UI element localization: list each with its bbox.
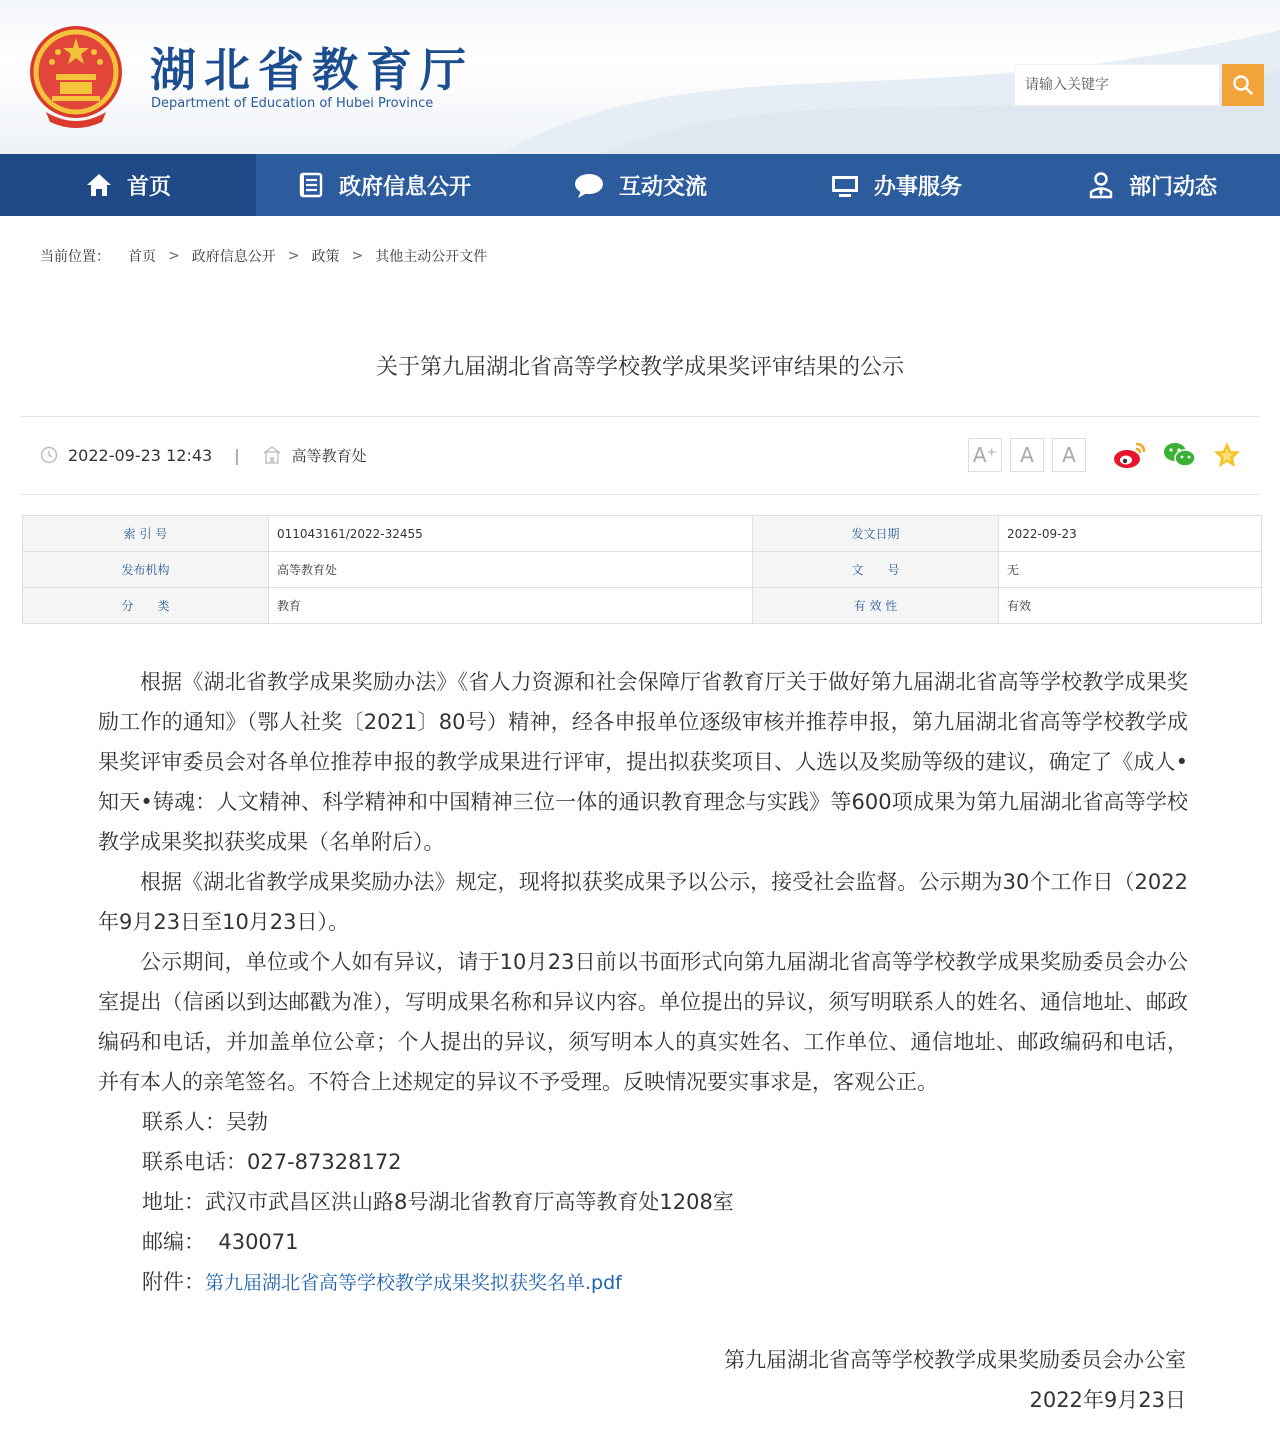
document-number-label: 文 号 xyxy=(753,552,999,588)
validity-label: 有 效 性 xyxy=(753,588,999,624)
issue-date-value: 2022-09-23 xyxy=(999,516,1262,552)
nav-label: 办事服务 xyxy=(873,174,962,200)
favorite-star-icon[interactable] xyxy=(1212,440,1242,470)
clock-icon xyxy=(40,446,58,464)
paragraph-2: 根据《湖北省教学成果奖励办法》规定，现将拟获奖成果予以公示，接受社会监督。公示期为30个工作日（2022年9月23日至10月23日）。 xyxy=(98,870,1188,934)
signature-date: 2022年9月23日 xyxy=(1029,1388,1186,1412)
paragraph-3: 公示期间，单位或个人如有异议，请于10月23日前以书面形式向第九届湖北省高等学校教学成果奖励委员会办公室提出（信函以到达邮戳为准），写明成果名称和异议内容。单位提出的异议，须写明联系人的姓名、通信地址、邮政编码和电话，并加盖单位公章；个人提出的异议，须写明本人的真实姓名、工作单位、通信地址、邮政编码和电话，并有本人的亲笔签名。不符合上述规定的异议不予受理。反映情况要实事求是，客观公正。 xyxy=(98,950,1188,1094)
contact-postcode: 邮编： 430071 xyxy=(142,1230,299,1254)
category-label: 分 类 xyxy=(23,588,269,624)
publisher-department: 高等教育处 xyxy=(291,446,367,465)
nav-item-gov-info[interactable] xyxy=(256,154,512,216)
breadcrumb-link-gov-info[interactable]: 政府信息公开 xyxy=(191,249,276,265)
search-button[interactable] xyxy=(1222,64,1264,106)
home-icon xyxy=(85,171,113,199)
category-value: 教育 xyxy=(269,588,753,624)
font-size-small-button[interactable]: A xyxy=(1052,438,1086,472)
attachment-line xyxy=(98,1262,1188,1303)
search-box xyxy=(1014,64,1220,106)
index-number-label: 索 引 号 xyxy=(23,516,269,552)
site-title[interactable]: 湖北省教育厅 xyxy=(150,43,474,97)
font-size-large-button[interactable]: A⁺ xyxy=(968,438,1002,472)
breadcrumb-prefix: 当前位置： xyxy=(40,249,110,265)
font-size-medium-button[interactable]: A xyxy=(1010,438,1044,472)
search-icon xyxy=(1232,74,1254,96)
site-subtitle: Department of Education of Hubei Province xyxy=(151,96,434,111)
nav-item-home[interactable] xyxy=(0,154,256,216)
paragraph-1: 根据《湖北省教学成果奖励办法》《省人力资源和社会保障厅省教育厅关于做好第九届湖北省高等学校教学成果奖励工作的通知》（鄂人社奖〔2021〕80号）精神，经各申报单位逐级审核并推荐申报，第九届湖北省高等学校教学成果奖评审委员会对各单位推荐申报的教学成果进行评审，提出拟获奖项目、人选以及奖励等级的建议，确定了《成人•知天•铸魂：人文精神、科学精神和中国精神三位一体的通识教育理念与实践》等600项成果为第九届湖北省高等学校教学成果奖拟获奖成果（名单附后）。 xyxy=(98,670,1188,854)
signature-block xyxy=(724,1340,1186,1420)
issue-date-label: 发文日期 xyxy=(753,516,999,552)
breadcrumb-link-other-files[interactable]: 其他主动公开文件 xyxy=(375,249,488,265)
monitor-icon xyxy=(830,171,860,199)
building-icon xyxy=(262,446,282,464)
breadcrumb-link-home[interactable]: 首页 xyxy=(128,249,156,265)
table-row xyxy=(23,552,1262,588)
divider xyxy=(20,494,1260,495)
attachment-label: 附件： xyxy=(142,1270,205,1294)
table-row xyxy=(23,516,1262,552)
validity-value: 有效 xyxy=(999,588,1262,624)
attachment-link[interactable]: 第九届湖北省高等学校教学成果奖拟获奖名单.pdf xyxy=(205,1272,622,1294)
nav-item-interaction[interactable] xyxy=(512,154,768,216)
nav-label: 政府信息公开 xyxy=(338,174,471,200)
user-badge-icon xyxy=(1087,171,1115,199)
breadcrumb-separator: > xyxy=(351,248,364,264)
article-title: 关于第九届湖北省高等学校教学成果奖评审结果的公示 xyxy=(375,355,904,380)
contact-phone: 联系电话：027-87328172 xyxy=(142,1150,402,1174)
search-input[interactable] xyxy=(1015,65,1219,105)
document-info-table xyxy=(22,515,1262,624)
issuing-agency-label: 发布机构 xyxy=(23,552,269,588)
breadcrumb xyxy=(40,246,487,266)
index-number-value: 011043161/2022-32455 xyxy=(269,516,753,552)
share-buttons xyxy=(1112,440,1242,470)
nav-label: 首页 xyxy=(126,174,171,200)
nav-item-services[interactable] xyxy=(768,154,1024,216)
table-row xyxy=(23,588,1262,624)
document-icon xyxy=(297,171,325,199)
breadcrumb-link-policy[interactable]: 政策 xyxy=(311,249,340,265)
article-tools xyxy=(968,438,1242,472)
issuing-agency-value: 高等教育处 xyxy=(269,552,753,588)
national-emblem-icon[interactable] xyxy=(26,22,126,130)
nav-label: 部门动态 xyxy=(1128,174,1217,200)
divider xyxy=(20,416,1260,417)
main-nav xyxy=(0,154,1280,216)
article-meta xyxy=(40,442,367,468)
nav-item-dept-news[interactable] xyxy=(1024,154,1280,216)
breadcrumb-separator: > xyxy=(168,248,180,264)
site-header xyxy=(0,0,1280,154)
contact-address: 地址：武汉市武昌区洪山路8号湖北省教育厅高等教育处1208室 xyxy=(142,1190,734,1214)
publish-datetime: 2022-09-23 12:43 xyxy=(68,445,213,465)
article-body xyxy=(98,662,1188,1303)
nav-label: 互动交流 xyxy=(618,174,707,200)
document-number-value: 无 xyxy=(999,552,1262,588)
weibo-icon[interactable] xyxy=(1112,440,1148,470)
signature-org: 第九届湖北省高等学校教学成果奖励委员会办公室 xyxy=(724,1348,1186,1372)
chat-icon xyxy=(573,171,605,199)
wechat-icon[interactable] xyxy=(1162,440,1198,470)
breadcrumb-separator: > xyxy=(287,248,300,264)
meta-separator: | xyxy=(234,445,240,465)
contact-person: 联系人：吴勃 xyxy=(142,1110,268,1134)
